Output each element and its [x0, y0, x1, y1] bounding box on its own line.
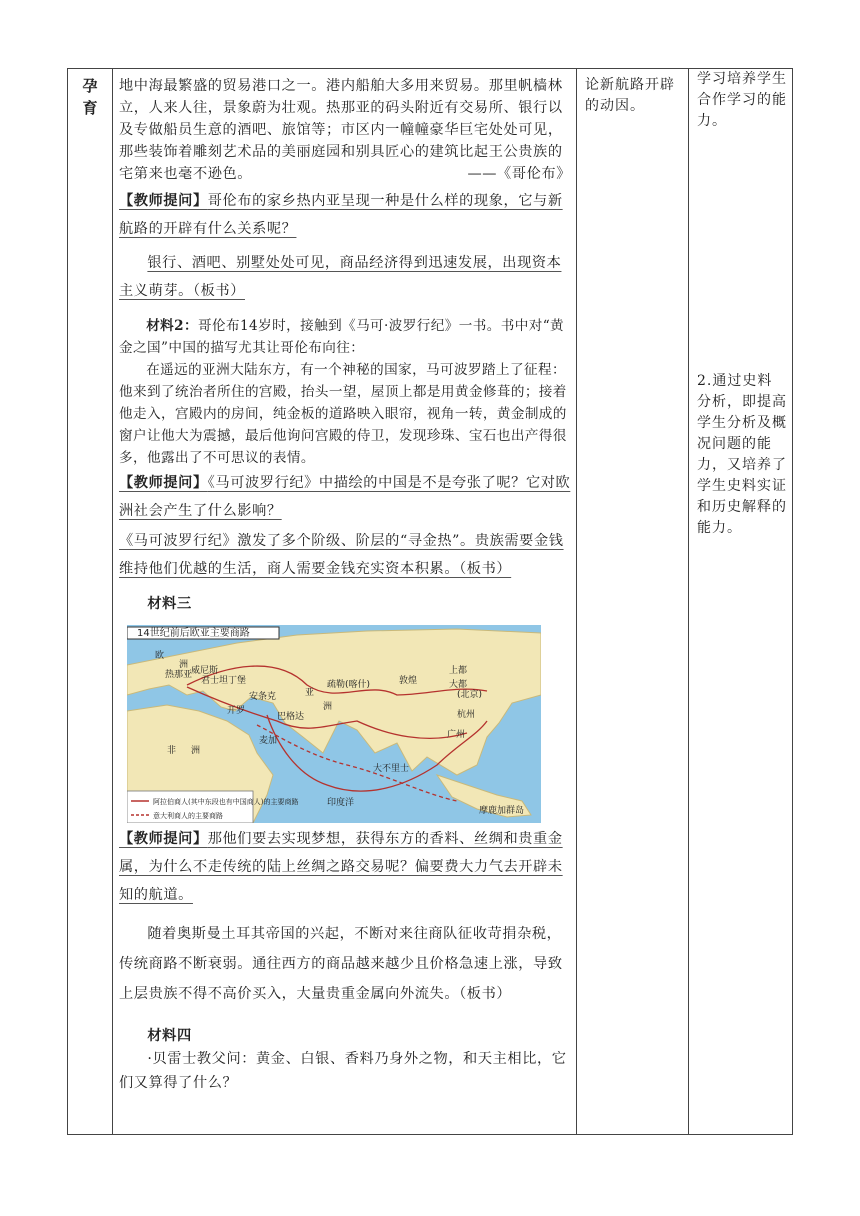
- teaching-content-column: [113, 69, 577, 1134]
- teacher-question-tag: 【教师提问】: [119, 475, 208, 491]
- material2-body: 在遥远的亚洲大陆东方，有一个神秘的国家，马可波罗踏上了征程：他来到了统治者所住的宫殿，抬头一望，屋顶上都是用黄金修葺的；接着他走入，宫殿内的房间，纯金板的道路映入眼帘，视角一转，黄金制成的窗户让他大为震撼，最后他询问宫殿的侍卫，发现珍珠、宝石也出产得很多，他露出了不可思议的表情。: [119, 362, 567, 466]
- material2-label: 材料2：: [146, 318, 199, 334]
- map-label: 安条克: [249, 692, 277, 702]
- map-label: 摩鹿加群岛: [479, 806, 525, 816]
- map-label: 大都: [449, 680, 468, 690]
- intent-text-1: 学习培养学生合作学习的能力。: [697, 71, 787, 129]
- material1-source: ——《哥伦布》: [467, 166, 571, 182]
- material3-label: 材料三: [147, 596, 192, 612]
- map-label: 洲: [323, 702, 333, 712]
- material2-intro: [119, 315, 571, 359]
- phase-label: 孕育: [82, 77, 98, 117]
- answer-2: 《马可波罗行纪》激发了多个阶级、阶层的“寻金热”。贵族需要金钱维持他们优越的生活，商人需要金钱充实资本积累。（板书）: [119, 533, 564, 577]
- teacher-question-text: 那他们要去实现梦想，获得东方的香料、丝绸和贵重金属，为什么不走传统的陆上丝绸之路交易呢？偏要费大力气去开辟未知的航道。: [119, 831, 563, 903]
- map-label: 疏勒(喀什): [327, 680, 371, 690]
- map-label: 巴格达: [277, 712, 305, 722]
- material1-body: 地中海最繁盛的贸易港口之一。港内船舶大多用来贸易。那里帆樯林立，人来人往，景象蔚为壮观。热那亚的码头附近有交易所、银行以及专做船员生意的酒吧、旅馆等；市区内一幢幢豪华巨宅处处可见，那些装饰着雕刻艺术品的美丽庭园和别具匠心的建筑比起王公贵族的宅第来也毫不逊色。: [119, 78, 563, 182]
- teacher-question-tag: 【教师提问】: [119, 831, 208, 847]
- map-label: 广州: [447, 730, 466, 740]
- map-label: 君士坦丁堡: [201, 676, 247, 686]
- activity-text: 论新航路开辟的动因。: [585, 77, 675, 114]
- map-title: 14世纪前后欧亚主要商路: [137, 628, 250, 639]
- map-label: 大不里士: [373, 764, 410, 774]
- map-label: 上都: [449, 666, 468, 676]
- map-label: 亚: [305, 688, 315, 698]
- teacher-question-1: [119, 187, 571, 243]
- map-label: 开罗: [227, 706, 246, 716]
- map-label: 洲: [179, 660, 189, 670]
- trade-route-map: [127, 625, 541, 823]
- map-label: (北京): [457, 690, 483, 700]
- legend-label: 阿拉伯商人(其中东段也有中国商人)的主要商路: [153, 798, 299, 806]
- map-label: 印度洋: [327, 798, 355, 808]
- map-label: 麦加: [259, 736, 278, 746]
- lesson-table: [67, 68, 793, 1135]
- phase-column: [68, 69, 113, 1134]
- teaching-content: [119, 69, 571, 1095]
- trade-route-map-svg: [127, 625, 541, 823]
- map-label: 欧: [155, 651, 165, 661]
- activity-column: [577, 69, 689, 1134]
- map-label: 洲: [191, 746, 201, 756]
- teacher-question-tag: 【教师提问】: [119, 193, 208, 209]
- teacher-question-text: 哥伦布的家乡热内亚呈现一种是什么样的现象，它与新航路的开辟有什么关系呢？: [119, 193, 563, 237]
- material4-text: ·贝雷士教父问：黄金、白银、香料乃身外之物，和天主相比，它们又算得了什么？: [119, 1051, 567, 1091]
- answer-1: 银行、酒吧、别墅处处可见，商品经济得到迅速发展，出现资本主义萌芽。（板书）: [119, 255, 562, 299]
- teacher-question-2: [119, 469, 571, 525]
- intent-text-2: 2.通过史料分析，即提高学生分析及概况问题的能力，又培养了学生史料实证和历史解释的能力。: [697, 373, 787, 536]
- material4-label: 材料四: [147, 1028, 192, 1044]
- material2-intro-text: 哥伦布14岁时，接触到《马可·波罗行纪》一书。书中对“黄金之国”中国的描写尤其让哥伦布向往：: [119, 318, 565, 356]
- legend-label: 意大利商人的主要商路: [153, 812, 223, 820]
- intent-column: [689, 69, 794, 1134]
- map-label: 非: [167, 746, 177, 756]
- teacher-question-text: 《马可波罗行纪》中描绘的中国是不是夸张了呢？它对欧洲社会产生了什么影响？: [119, 475, 571, 519]
- map-label: 杭州: [457, 710, 476, 720]
- teacher-question-3: [119, 825, 571, 909]
- map-label: 敦煌: [399, 676, 418, 686]
- answer-3: 随着奥斯曼土耳其帝国的兴起，不断对来往商队征收苛捐杂税，传统商路不断衰弱。通往西方的商品越来越少且价格急速上涨，导致上层贵族不得不高价买入，大量贵重金属向外流失。（板书）: [119, 926, 563, 1002]
- map-label: 热那亚: [165, 670, 193, 680]
- map-label: 威尼斯: [191, 666, 219, 676]
